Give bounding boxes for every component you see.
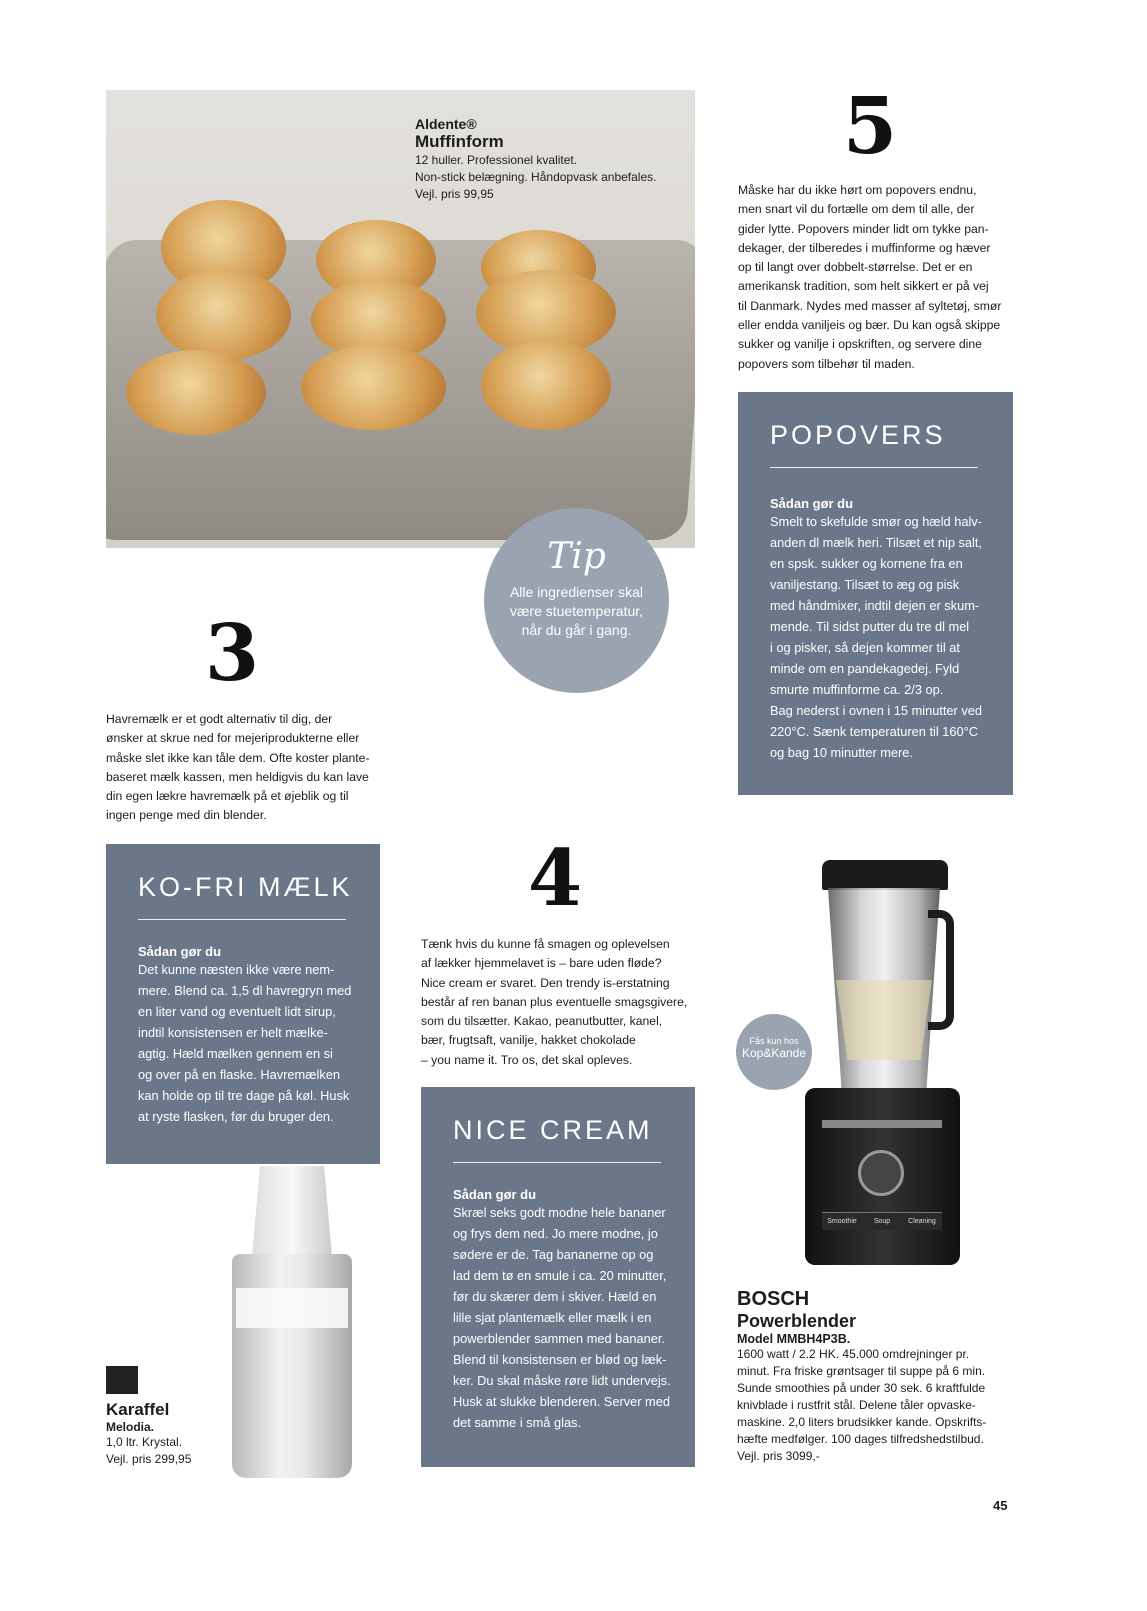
- badge-line1: Fås kun hos: [749, 1036, 799, 1046]
- panel-label-soup: Soup: [873, 1218, 891, 1225]
- product-description: 1,0 ltr. Krystal. Vejl. pris 299,95: [106, 1435, 192, 1466]
- divider: [453, 1162, 661, 1163]
- recipe-subtitle: Sådan gør du: [138, 944, 222, 959]
- step-number-4: 4: [527, 833, 583, 924]
- product-description: 1600 watt / 2.2 HK. 45.000 omdrejninger pr. minut. Fra friske grøntsager til suppe på 6 min. Sunde smoothies på under 30 sek. 6 kraftfulde knivblade i rustfrit stål. Delene tåler opvaske- maskine. 2,0 liters brudsikker kande. Opskrifts- hæfte medfølger. 100 dages tilfredshedstilbud. Vejl. pris 3099,-: [737, 1347, 987, 1463]
- popover: [301, 345, 446, 430]
- brand-logo: BOSCH: [737, 1288, 810, 1310]
- recipe-title: NICE CREAM: [453, 1115, 653, 1145]
- popovers-intro: Måske har du ikke hørt om popovers endnu, men snart vil du fortælle om dem til alle, der gider lytte. Popovers minder lidt om tykke pan- dekager, der tilberedes i muffinforme og hæver op til langt over dobbelt-størrelse. Det er en amerikansk tradition, som helt sikkert er på vej til Danmark. Nydes med masser af syltetøj, smør eller endda vaniljeis og bær. Du kan også skippe sukker og vanilje i opskriften, og servere dine popovers som tilbehør til maden.: [738, 183, 1002, 371]
- tip-text: Alle ingredienser skal være stuetemperatur, når du går i gang.: [509, 584, 644, 638]
- nicecream-recipe-box: [421, 1087, 695, 1467]
- recipe-title: POPOVERS: [770, 420, 946, 450]
- recipe-text: Det kunne næsten ikke være nem- mere. Blend ca. 1,5 dl havregryn med en liter vand og eventuelt lidt sirup, indtil konsistensen er helt mælke- agtig. Hæld mælken gennem en si og over på en flaske. Havremælken kan holde op til tre dage på køl. Husk at ryste flasken, før du bruger den.: [138, 962, 352, 1124]
- blender-product: [737, 1288, 986, 1465]
- exclusive-badge: [736, 1014, 812, 1090]
- step-number-3: 3: [204, 608, 260, 699]
- panel-label-smoothie: Smoothie: [827, 1218, 857, 1225]
- product-model: Melodia.: [106, 1420, 155, 1434]
- popover: [126, 350, 266, 435]
- muffinform-product: [415, 116, 695, 203]
- recipe-subtitle: Sådan gør du: [453, 1187, 537, 1202]
- product-title: Muffinform: [415, 132, 504, 151]
- nicecream-intro: Tænk hvis du kunne få smagen og oplevelsen af lækker hjemmelavet is – bare uden fløde? Nice cream er svaret. Den trendy is-erstatning består af ren banan plus eventuelle smagsgivere, som du tilsætter. Kakao, peanutbutter, kanel, bær, frugtsaft, vanilje, hakket chokolade – you name it. Tro os, det skal opleves.: [421, 937, 688, 1067]
- product-description: 12 huller. Professionel kvalitet. Non-stick belægning. Håndopvask anbefales. Vejl. pris 99,95: [415, 153, 657, 201]
- product-title: Powerblender: [737, 1311, 857, 1331]
- product-title: Karaffel: [106, 1400, 170, 1419]
- muffin-tin-photo: [106, 90, 695, 548]
- panel-label-cleaning: Cleaning: [908, 1218, 936, 1225]
- popover: [481, 340, 611, 430]
- havremaelk-intro: Havremælk er et godt alternativ til dig, der ønsker at skrue ned for mejeriprodukterne eller måske slet ikke kan tåle dem. Ofte koster plante- baseret mælk kassen, men heldigvis du kan lave din egen lækre havremælk på et øjeblik og til ingen penge med din blender.: [106, 712, 370, 823]
- page-number: 45: [993, 1498, 1008, 1513]
- blender-control-panel: [822, 1212, 942, 1230]
- tip-circle: [484, 508, 669, 693]
- popovers-recipe-box: [738, 392, 1013, 795]
- badge-line2: Kop&Kande: [741, 1046, 807, 1060]
- tip-heading: Tip: [547, 536, 606, 577]
- recipe-title: KO-FRI MÆLK: [138, 872, 353, 902]
- divider: [138, 919, 346, 920]
- ronneby-glas-logo: [106, 1366, 138, 1394]
- kofri-recipe-box: [106, 844, 380, 1164]
- divider: [770, 467, 978, 468]
- carafe-image: [232, 1166, 352, 1478]
- popover: [156, 270, 291, 360]
- brand-logo: Aldente®: [415, 116, 477, 132]
- recipe-text: Smelt to skefulde smør og hæld halv- anden dl mælk heri. Tilsæt et nip salt, en spsk. sukker og kornene fra en vaniljestang. Tilsæt to æg og pisk med håndmixer, indtil dejen er skum- mende. Til sidst putter du tre dl mel i og pisker, så dejen kommer til at minde om en pandekagedej. Fyld smurte muffinforme ca. 2/3 op. Bag nederst i ovnen i 15 minutter ved 220°C. Sænk temperaturen til 160°C og bag 10 minutter mere.: [770, 514, 982, 760]
- blender-image: [800, 860, 965, 1265]
- recipe-subtitle: Sådan gør du: [770, 496, 854, 511]
- karaffel-product: [106, 1400, 226, 1468]
- recipe-text: Skræl seks godt modne hele bananer og frys dem ned. Jo mere modne, jo sødere er de. Tag bananerne op og lad dem tø en smule i ca. 20 minutter, før du skærer dem i skiver. Hæld en lille sjat plantemælk eller mælk i en powerblender sammen med bananer. Blend til konsistensen er blød og læk- ker. Du skal måske røre lidt undervejs. Husk at slukke blenderen. Server med det samme i små glas.: [453, 1205, 671, 1430]
- product-model: Model MMBH4P3B.: [737, 1332, 851, 1346]
- step-number-5: 5: [842, 81, 898, 172]
